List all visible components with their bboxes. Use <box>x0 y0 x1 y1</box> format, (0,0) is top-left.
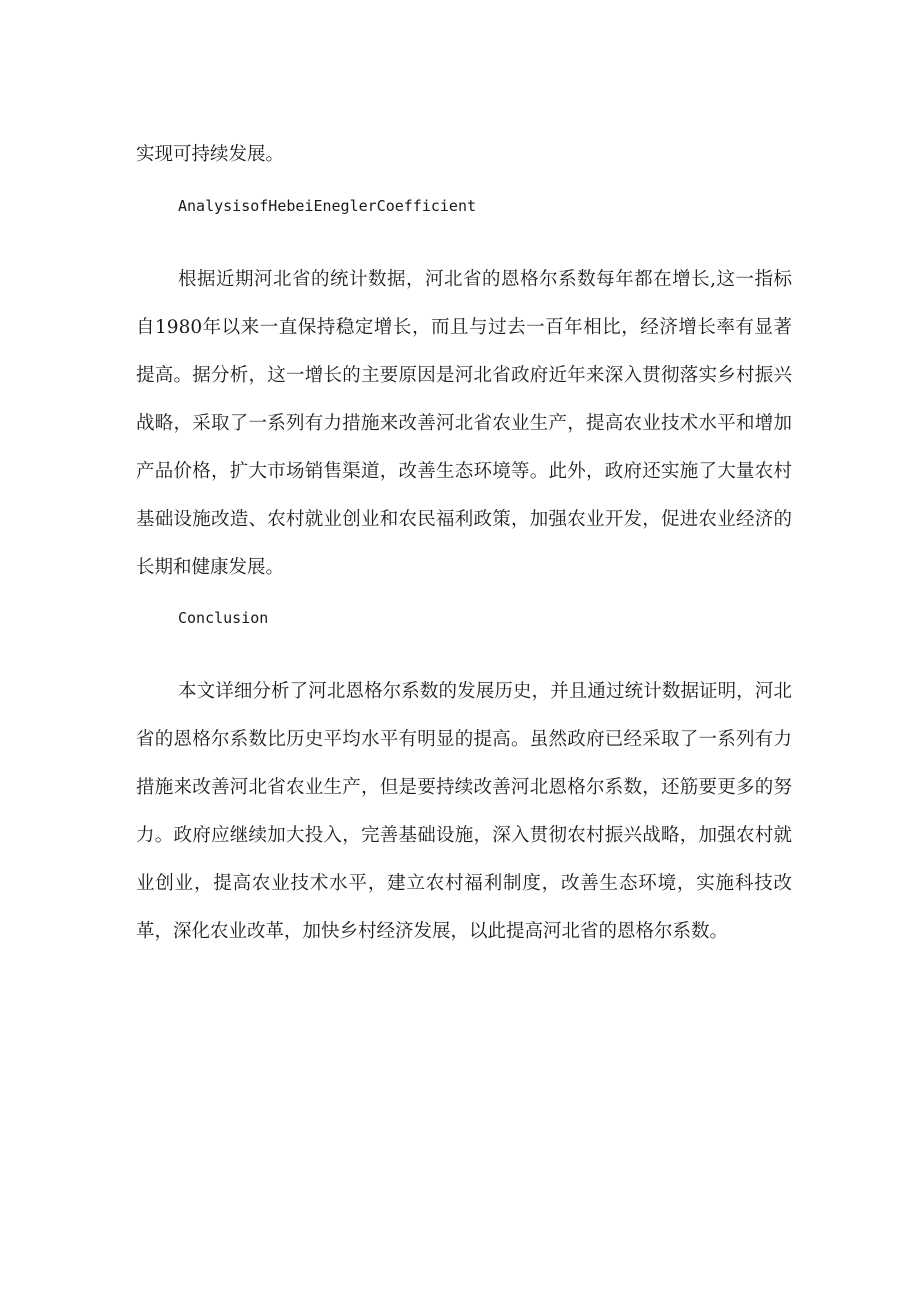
paragraph-conclusion: 本文详细分析了河北恩格尔系数的发展历史，并且通过统计数据证明，河北省的恩格尔系数比历史平均水平有明显的提高。虽然政府已经采取了一系列有力措施来改善河北省农业生产，但是要持续改善河北恩格尔系数，还筋要更多的努力。政府应继续加大投入，完善基础设施，深入贯彻农村振兴战略，加强农村就业创业，提高农业技术水平，建立农村福利制度，改善生态环境，实施科技改革，深化农业改革，加快乡村经济发展，以此提高河北省的恩格尔系数。 <box>136 681 792 942</box>
paragraph-analysis: 根据近期河北省的统计数据，河北省的恩格尔系数每年都在增长,这一指标自1980年以来一直保持稳定增长，而且与过去一百年相比，经济增长率有显著提高。据分析，这一增长的主要原因是河北省政府近年来深入贯彻落实乡村振兴战略，采取了一系列有力措施来改善河北省农业生产，提高农业技术水平和增加产品价格，扩大市场销售渠道，改善生态环境等。此外，政府还实施了大量农村基础设施改造、农村就业创业和农民福利政策，加强农业开发，促进农业经济的长期和健康发展。 <box>136 269 792 578</box>
section-heading-analysis: AnalysisofHebeiEneglerCoefficient <box>178 197 477 215</box>
section-heading-conclusion: Conclusion <box>178 609 269 627</box>
lead-line-text: 实现可持续发展。 <box>136 144 285 165</box>
